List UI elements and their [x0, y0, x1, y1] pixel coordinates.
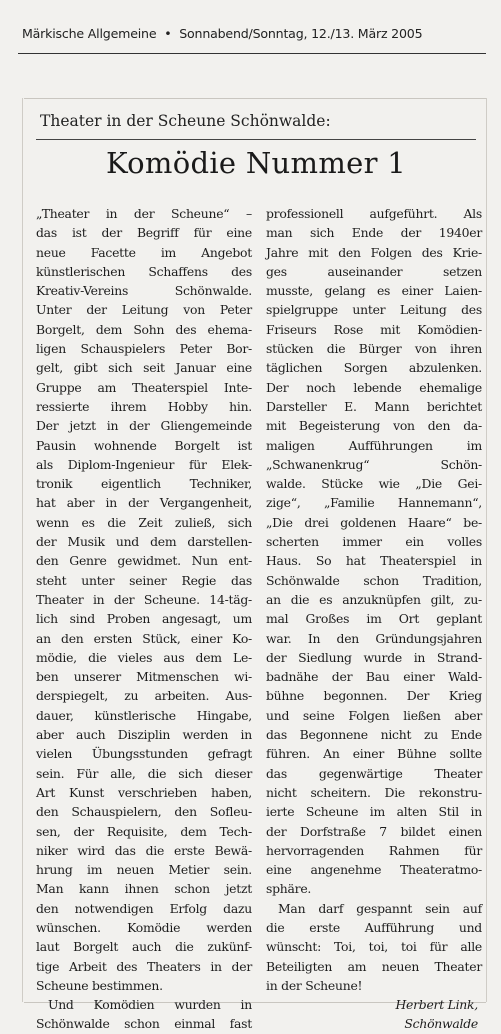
article-text-line: Jahre mit den Folgen des Krie- — [266, 244, 482, 260]
article-text-line: Schönwalde schon einmal fast — [36, 1016, 252, 1032]
article-text-line: nicht scheitern. Die rekonstru- — [266, 784, 482, 800]
article-text-line: ben unserer Mitmenschen wi- — [36, 669, 252, 685]
article-text-line: vielen Übungsstunden gefragt — [36, 746, 252, 762]
article-text-line: hat aber in der Vergangenheit, — [36, 495, 252, 511]
article-text-line: an die es anzuknüpfen gilt, zu- — [266, 591, 482, 607]
article-text-line: mit Begeisterung von den da- — [266, 418, 482, 434]
article-text-line: Borgelt, dem Sohn des ehema- — [36, 321, 252, 337]
article-text-line: Und Komödien wurden in — [48, 997, 252, 1013]
article-text-line: Der noch lebende ehemalige — [266, 379, 482, 395]
article-text-line: das ist der Begriff für eine — [36, 225, 252, 241]
article-text-line: in der Scheune! — [266, 977, 363, 993]
article-text-line: badnähe der Bau einer Wald- — [266, 669, 482, 685]
article-text-line: laut Borgelt auch die zukünf- — [36, 939, 252, 955]
article-text-line: den notwendigen Erfolg dazu — [36, 900, 252, 916]
article-text-line: Friseurs Rose mit Komödien- — [266, 321, 482, 337]
masthead — [22, 26, 484, 41]
article-text-line: derspiegelt, zu arbeiten. Aus- — [36, 688, 252, 704]
article-text-line: sphäre. — [266, 881, 312, 897]
article-text-line: aber auch Disziplin werden in — [36, 727, 252, 743]
article-text-line: das gegenwärtige Theater — [266, 765, 482, 781]
article-text-line: bühne begonnen. Der Krieg — [266, 688, 482, 704]
article-text-line: hervorragenden Rahmen für — [266, 842, 482, 858]
article-text-line: Gruppe am Theaterspiel Inte- — [36, 379, 252, 395]
article-text-line: walde. Stücke wie „Die Gei- — [266, 476, 482, 492]
article-text-line: Beteiligten am neuen Theater — [266, 958, 482, 974]
article-text-line: der Dorfstraße 7 bildet einen — [266, 823, 482, 839]
article-text-line: lich sind Proben angesagt, um — [36, 611, 252, 627]
newspaper-name: Märkische Allgemeine — [22, 26, 157, 41]
byline-author: Herbert Link, — [395, 997, 478, 1013]
article-text-line: mal Großes im Ort geplant — [266, 611, 482, 627]
article-text-line: scherten immer ein volles — [266, 534, 482, 550]
article-text-line: Theater in der Scheune. 14-täg- — [36, 591, 252, 607]
article-text-line: „Theater in der Scheune“ – — [36, 206, 252, 221]
article-text-line: man sich Ende der 1940er — [266, 225, 482, 241]
article-text-line: gelt, gibt sich seit Januar eine — [36, 360, 252, 376]
article-text-line: die erste Aufführung und — [266, 919, 482, 935]
article-text-line: und seine Folgen ließen aber — [266, 707, 482, 723]
article-text-line: führen. An einer Bühne sollte — [266, 746, 482, 762]
masthead-rule — [18, 53, 486, 54]
article-text-line: Scheune bestimmen. — [36, 977, 163, 993]
kicker-rule — [36, 139, 476, 140]
article-text-line: der Siedlung wurde in Strand- — [266, 649, 482, 665]
article-text-line: tronik eigentlich Techniker, — [36, 476, 252, 492]
article-text-line: war. In den Gründungsjahren — [266, 630, 482, 646]
clipping-edge-left — [22, 98, 23, 1002]
article-text-line: niker wird das die erste Bewä- — [36, 842, 252, 858]
article-text-line: ges auseinander setzen — [266, 263, 482, 279]
article-text-line: Haus. So hat Theaterspiel in — [266, 553, 482, 569]
article-text-line: professionell aufgeführt. Als — [266, 206, 482, 221]
article-text-line: Kreativ-Vereins Schönwalde. — [36, 283, 252, 299]
article-headline: Komödie Nummer 1 — [105, 146, 407, 180]
article-text-line: Unter der Leitung von Peter — [36, 302, 252, 318]
article-text-line: spielgruppe unter Leitung des — [266, 302, 482, 318]
article-text-line: ierte Scheune im alten Stil in — [266, 804, 482, 820]
article-text-line: Pausin wohnende Borgelt ist — [36, 437, 252, 453]
article-text-line: ressierte ihrem Hobby hin. — [36, 398, 252, 414]
article-text-line: Man kann ihnen schon jetzt — [36, 881, 252, 897]
article-text-line: sein. Für alle, die sich dieser — [36, 765, 252, 781]
masthead-separator: • — [164, 26, 172, 41]
article-text-line: künstlerischen Schaffens des — [36, 263, 252, 279]
article-text-line: den Schauspielern, den Sofleu- — [36, 804, 252, 820]
article-text-line: wünscht: Toi, toi, toi für alle — [266, 939, 482, 955]
article-column-right — [266, 204, 482, 1034]
article-text-line: „Schwanenkrug“ Schön- — [266, 456, 482, 472]
article-text-line: zige“, „Familie Hannemann“, — [266, 495, 482, 511]
article-text-line: wenn es die Zeit zuließ, sich — [36, 514, 252, 530]
article-text-line: neue Facette im Angebot — [36, 244, 252, 260]
clipping-edge-right — [486, 98, 487, 1002]
article-text-line: hrung im neuen Metier sein. — [36, 862, 252, 878]
byline-place: Schönwalde — [404, 1016, 478, 1032]
issue-date: Sonnabend/Sonntag, 12./13. März 2005 — [179, 26, 423, 41]
article-text-line: als Diplom-Ingenieur für Elek- — [36, 456, 252, 472]
article-text-line: den Genre gewidmet. Nun ent- — [36, 553, 252, 569]
article-text-line: Der jetzt in der Gliengemeinde — [36, 418, 252, 434]
article-text-line: mödie, die vieles aus dem Le- — [36, 649, 252, 665]
article-text-line: tige Arbeit des Theaters in der — [36, 958, 252, 974]
article-text-line: Darsteller E. Mann berichtet — [266, 398, 482, 414]
article-text-line: dauer, künstlerische Hingabe, — [36, 707, 252, 723]
article-text-line: ligen Schauspielers Peter Bor- — [36, 341, 252, 357]
article-kicker: Theater in der Scheune Schönwalde: — [40, 112, 331, 130]
article-text-line: täglichen Sorgen abzulenken. — [266, 360, 482, 376]
clipping-edge-top — [24, 98, 486, 99]
article-text-line: das Begonnene nicht zu Ende — [266, 727, 482, 743]
article-text-line: an den ersten Stück, einer Ko- — [36, 630, 252, 646]
article-text-line: Art Kunst verschrieben haben, — [36, 784, 252, 800]
article-text-line: eine angenehme Theateratmo- — [266, 862, 482, 878]
article-text-line: sen, der Requisite, dem Tech- — [36, 823, 252, 839]
article-text-line: „Die drei goldenen Haare“ be- — [266, 514, 482, 530]
article-text-line: wünschen. Komödie werden — [36, 919, 252, 935]
article-column-left — [36, 204, 252, 1034]
article-text-line: der Musik und dem darstellen- — [36, 534, 252, 550]
article-text-line: maligen Aufführungen im — [266, 437, 482, 453]
article-text-line: Man darf gespannt sein auf — [278, 900, 482, 916]
article-text-line: Schönwalde schon Tradition, — [266, 572, 482, 588]
article-text-line: stücken die Bürger von ihren — [266, 341, 482, 357]
article-text-line: steht unter seiner Regie das — [36, 572, 252, 588]
article-text-line: musste, gelang es einer Laien- — [266, 283, 482, 299]
